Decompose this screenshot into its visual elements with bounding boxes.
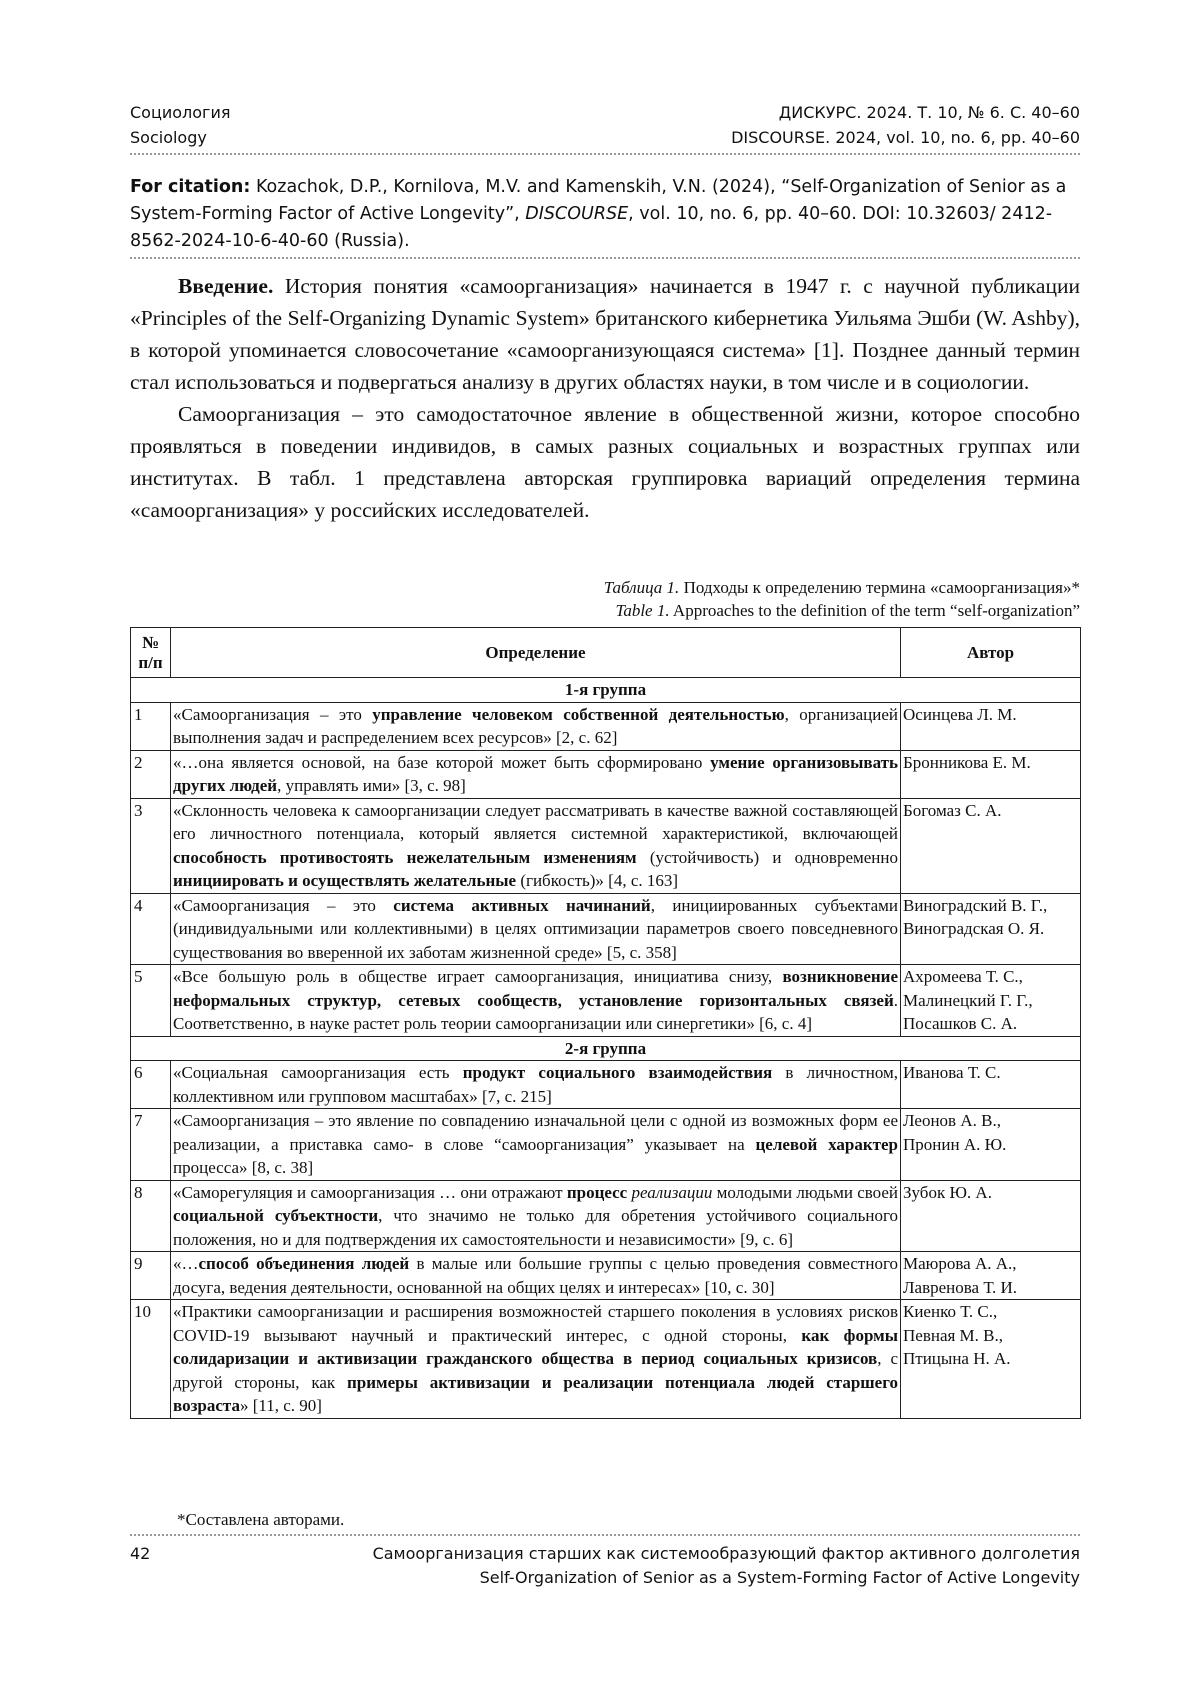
author-name: Лавренова Т. И. [903,1277,1018,1297]
row-num: 1 [131,702,171,750]
intro-heading: Введение. [178,274,274,298]
row-author: Бронникова Е. М. [901,750,1081,798]
table-caption [130,576,1080,622]
row-definition [171,798,901,893]
def-text: «Самоорганизация – это [173,895,394,915]
row-author: Осинцева Л. М. [901,702,1081,750]
def-text: . Соответственно, в науке растет роль теории самоорганизации или синергетики» [6, с. 4] [173,990,898,1033]
intro-text: История понятия «самоорганизация» начинается в 1947 г. с научной публикации «Principles of the Self-Organizing Dynamic System» британского кибернетика Уильяма Эшби (W. Ashby), в которой упоминается словосочетание «самоорганизующаяся система» [1]. Позднее данный термин стал использоваться и подвергаться анализу в других областях науки, в том числе и в социологии. [130,274,1080,394]
def-bold: продукт социального взаимодействия [462,1063,773,1082]
group-row-2 [131,1036,1081,1061]
def-text: «Все большую роль в обществе играет самоорганизация, инициатива снизу, [173,967,783,986]
row-num: 7 [131,1109,171,1181]
row-num: 9 [131,1252,171,1300]
def-text: «…она является основой, на базе которой может быть сформировано [173,752,711,772]
def-text: «Самоорганизация – это явление по совпадению изначальной цели с одной из возможных форм ее реализации, а приставка само- в слове “самоорганизация” указывает на [173,1111,898,1154]
table-header-row [131,628,1081,678]
group-label-2: 2-я группа [131,1036,1081,1061]
paragraph-introduction [130,270,1080,398]
def-bold: управление человеком собственной деятельностью [372,704,785,724]
author-name: Малинецкий Г. Г., [903,990,1033,1010]
author-name: Виноградский В. Г., [903,895,1048,915]
paragraph-definition: Самоорганизация – это самодостаточное явление в общественной жизни, которое способно проявляться в поведении индивидов, в самых разных социальных и возрастных группах или институтах. В табл. 1 представлена авторская группировка вариаций определения термина «самоорганизация» у российских исследователей. [130,402,1080,522]
row-author [901,1252,1081,1300]
def-text: (гибкость)» [4, с. 163] [516,871,679,890]
table-row [131,893,1081,965]
citation-divider [130,257,1080,259]
def-text: «Практики самоорганизации и расширения возможностей старшего поколения в условиях рисков COVID-19 вызывают научный и практический интерес, с одной стороны, [173,1302,898,1345]
caption-ru-label: Таблица 1. [603,578,680,597]
def-bold: способ объединения людей [198,1254,410,1273]
row-definition [171,965,901,1037]
table-row [131,1109,1081,1181]
running-footer [330,1542,1080,1590]
footer-title-en: Self-Organization of Senior as a System-Forming Factor of Active Longevity [479,1568,1080,1587]
header-definition: Определение [171,628,901,678]
section-label-ru: Социология [130,103,231,122]
def-text: «Самоорганизация – это [173,704,373,724]
row-author: Иванова Т. С. [901,1061,1081,1109]
definitions-table [130,627,1081,1419]
row-definition [171,1061,901,1109]
def-bold: система активных начинаний [393,895,651,915]
def-text: , с другой стороны, как [173,1349,898,1392]
def-text: (устойчивость) и одновременно [636,847,898,867]
def-text: процесса» [8, с. 38] [173,1158,314,1177]
def-text: , управлять ими» [3, с. 98] [277,776,466,795]
def-text: , что значимо не только для обретения устойчивого социального положения, но и для подтверждения их самостоятельности и независимости» [9, с. 6] [173,1206,898,1249]
group-row-1 [131,678,1081,703]
table-note: *Составлена авторами. [177,1510,345,1529]
table-row [131,1252,1081,1300]
citation-label: For citation: [130,177,251,197]
page-number: 42 [130,1544,151,1563]
def-text: , организацией выполнения задач и распределением всех ресурсов» [2, с. 62] [173,704,899,747]
def-bold: примеры активизации и реализации потенциала людей старшего возраста [173,1372,898,1415]
def-text: «… [173,1254,199,1273]
journal-info-ru: ДИСКУРС. 2024. Т. 10, № 6. С. 40–60 [778,103,1080,122]
footer-title-ru: Самоорганизация старших как системообразующий фактор активного долголетия [372,1544,1080,1563]
def-bold: социальной субъектности [173,1206,379,1225]
def-bold: способность противостоять нежелательным изменениям [173,847,637,867]
author-name: Ахромеева Т. С., [903,967,1023,986]
def-text: в малые или большие группы с целью проведения совместного досуга, ведения деятельности, основанной на общих целях и интересах» [10, с. 30] [173,1254,898,1297]
author-name: Киенко Т. С., [903,1302,998,1321]
row-num: 8 [131,1180,171,1252]
header-num: № п/п [131,628,171,678]
caption-ru [130,576,1080,599]
group-label-1: 1-я группа [131,678,1081,703]
definitions-table-container [130,627,1080,1419]
row-num: 10 [131,1300,171,1419]
def-text: » [11, с. 90] [239,1396,322,1415]
def-text: в личностном, коллективном или групповом масштабах» [7, с. 215] [173,1063,899,1106]
author-name: Виноградская О. Я. [903,919,1045,938]
citation-block [130,174,1080,255]
row-definition [171,1180,901,1252]
caption-en-text: Approaches to the definition of the term “self-organization” [669,601,1080,620]
row-author [901,1300,1081,1419]
row-definition [171,893,901,965]
citation-journal: DISCOURSE [525,204,629,224]
caption-ru-text: Подходы к определению термина «самоорганизация»* [679,578,1080,597]
row-author [901,965,1081,1037]
header-author: Автор [901,628,1081,678]
row-author: Зубок Ю. А. [901,1180,1081,1252]
table-row [131,702,1081,750]
def-bold: умение организовывать других людей [173,752,898,795]
citation-text-1: Kozachok, D.P., Kornilova, M.V. and Kamenskih, V.N. (2024), “Self-Organization of Senior as a System-Forming Factor of Active Longevity”, [130,177,1067,224]
row-num: 6 [131,1061,171,1109]
row-author [901,893,1081,965]
footer-divider [130,1534,1080,1536]
table-row [131,750,1081,798]
author-name: Леонов А. В., [903,1111,1001,1130]
row-num: 3 [131,798,171,893]
def-italic: реализации [631,1182,713,1202]
table-row [131,1300,1081,1419]
row-author: Богомаз С. А. [901,798,1081,893]
row-num: 5 [131,965,171,1037]
section-label-en: Sociology [130,128,207,147]
citation-text-2: , vol. 10, no. 6, pp. 40–60. DOI: 10.32603/ 2412-8562-2024-10-6-40-60 (Russia). [130,204,1053,251]
author-name: Птицына Н. А. [903,1349,1011,1368]
author-name: Певная М. В., [903,1325,1004,1345]
row-num: 2 [131,750,171,798]
table-row [131,798,1081,893]
row-author [901,1109,1081,1181]
table-row [131,1180,1081,1252]
caption-en-label: Table 1. [615,601,670,620]
caption-en [130,599,1080,622]
row-definition [171,750,901,798]
def-bold: инициировать и осуществлять желательные [173,871,517,890]
table-row [131,965,1081,1037]
row-definition [171,702,901,750]
row-definition [171,1252,901,1300]
author-name: Посашков С. А. [903,1014,1018,1033]
def-bold: возникновение неформальных структур, сетевых сообществ, установление горизонтальных связей [173,967,898,1010]
def-text: «Социальная самоорганизация есть [173,1063,463,1082]
def-bold: целевой характер [755,1134,898,1154]
journal-info-en: DISCOURSE. 2024, vol. 10, no. 6, pp. 40–60 [731,128,1080,147]
def-text: , инициированных субъектами (индивидуальными или коллективными) в целях оптимизации параметров своего повседневного существования во вверенной их заботам жизненной среде» [5, с. 358] [173,895,898,962]
def-bold: процесс [566,1182,628,1202]
author-name: Пронин А. Ю. [903,1134,1007,1154]
row-num: 4 [131,893,171,965]
row-definition [171,1109,901,1181]
table-row [131,1061,1081,1109]
article-body [130,270,1080,526]
running-header [130,100,1080,150]
row-definition [171,1300,901,1419]
def-text: «Саморегуляция и самоорганизация … они отражают [173,1182,567,1202]
def-bold: как формы солидаризации и активизации гражданского общества в период социальных кризисов [173,1325,898,1368]
header-divider [130,153,1080,155]
def-text: молодыми людьми своей [712,1182,898,1202]
author-name: Маюрова А. А., [903,1254,1017,1273]
def-text: «Склонность человека к самоорганизации следует рассматривать в качестве важной составляющей его личностного потенциала, который является системной характеристикой, включающей [173,800,898,843]
